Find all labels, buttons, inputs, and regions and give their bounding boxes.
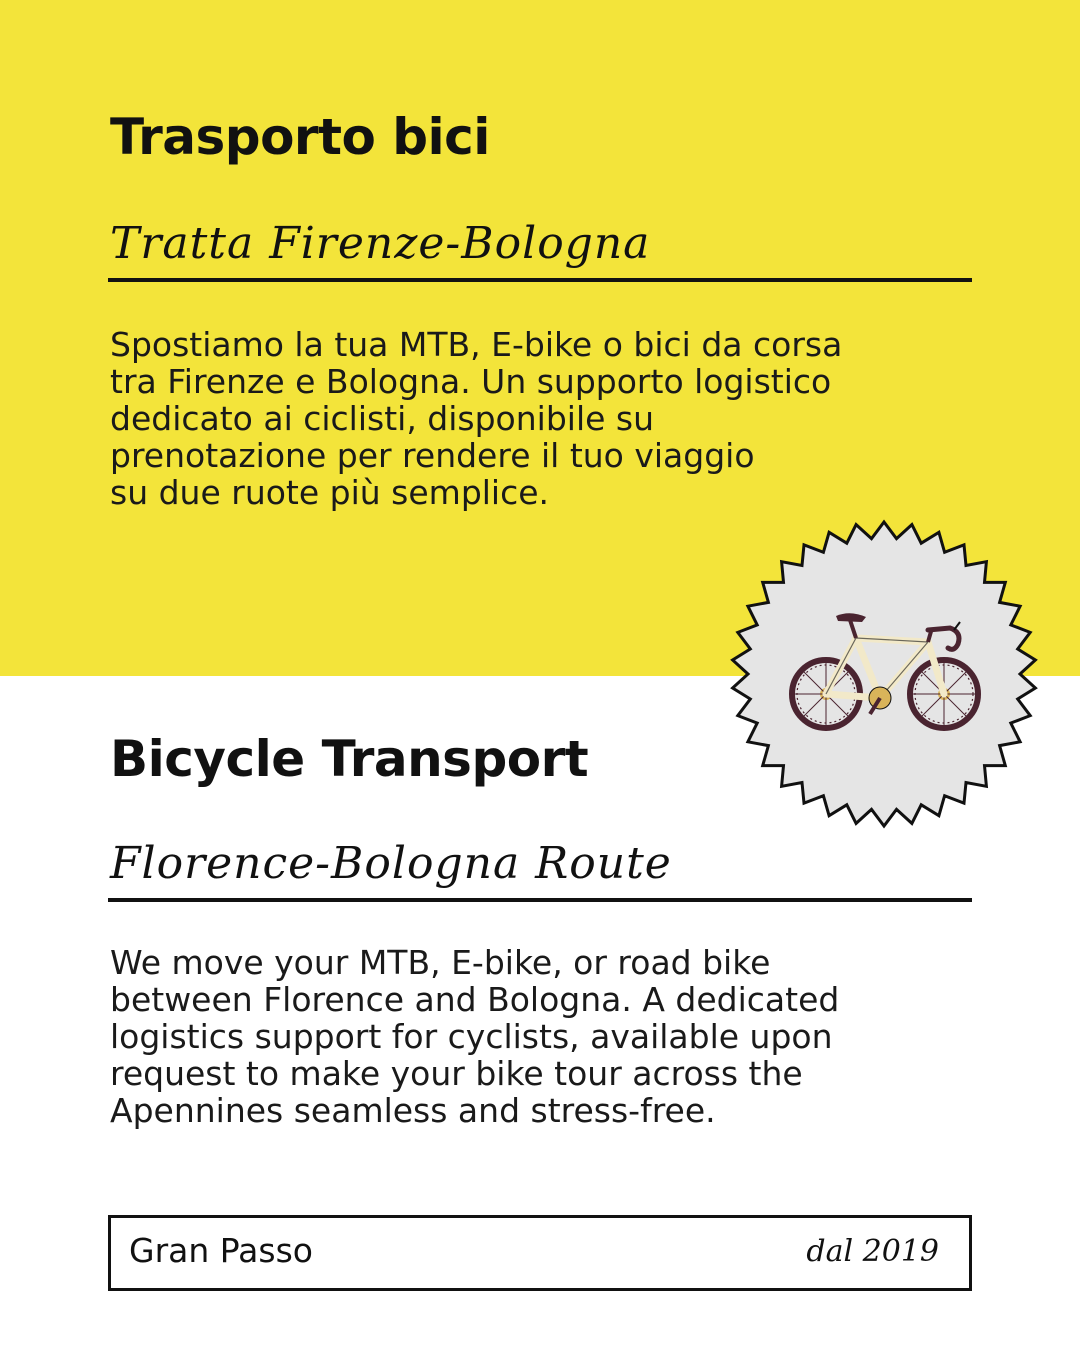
english-title: Bicycle Transport bbox=[110, 730, 589, 788]
italian-title: Trasporto bici bbox=[110, 108, 490, 166]
english-subtitle: Florence-Bologna Route bbox=[110, 838, 672, 889]
italian-description-line: su due ruote più semplice. bbox=[110, 473, 550, 512]
bicycle-badge bbox=[728, 518, 1040, 830]
italian-description-line: prenotazione per rendere il tuo viaggio bbox=[110, 436, 755, 475]
italian-divider bbox=[108, 278, 972, 282]
italian-description-line: dedicato ai ciclisti, disponibile su bbox=[110, 399, 655, 438]
english-description-line: between Florence and Bologna. A dedicated bbox=[110, 980, 840, 1019]
english-divider bbox=[108, 898, 972, 902]
footer-brand-box bbox=[108, 1215, 972, 1291]
english-description-line: logistics support for cyclists, available upon bbox=[110, 1017, 833, 1056]
english-description-line: Apennines seamless and stress-free. bbox=[110, 1091, 716, 1130]
italian-subtitle: Tratta Firenze-Bologna bbox=[110, 218, 651, 269]
since-year: dal 2019 bbox=[806, 1234, 939, 1269]
italian-description bbox=[110, 326, 990, 511]
badge-starburst bbox=[733, 522, 1036, 826]
english-description bbox=[110, 944, 990, 1129]
english-description-line: request to make your bike tour across the bbox=[110, 1054, 803, 1093]
italian-description-line: Spostiamo la tua MTB, E-bike o bici da corsa bbox=[110, 325, 843, 364]
english-description-line: We move your MTB, E-bike, or road bike bbox=[110, 943, 771, 982]
brand-name: Gran Passo bbox=[129, 1231, 313, 1270]
italian-description-line: tra Firenze e Bologna. Un supporto logistico bbox=[110, 362, 832, 401]
